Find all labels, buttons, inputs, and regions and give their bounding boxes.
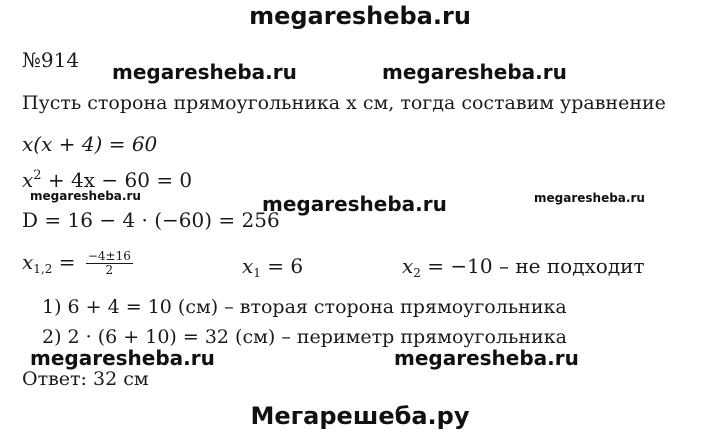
equation-2-var: x: [22, 168, 34, 192]
watermark: megaresheba.ru: [262, 192, 447, 216]
site-footer-watermark: Мегарешеба.ру: [250, 402, 470, 430]
problem-intro: Пусть сторона прямоугольника х см, тогда составим уравнение: [22, 92, 666, 114]
watermark: megaresheba.ru: [112, 60, 297, 84]
watermark: megaresheba.ru: [534, 191, 645, 205]
root-x1-value: = 6: [267, 254, 304, 278]
root-fraction: [86, 250, 133, 277]
watermark: megaresheba.ru: [394, 346, 579, 370]
square-exponent: 2: [33, 168, 42, 183]
problem-number: №914: [22, 48, 80, 72]
equation-1: [22, 132, 157, 156]
root-formula: $x_{1,2}$ = $\frac{-4\pm 16}{2}$: [22, 249, 131, 277]
discriminant: D = 16 − 4 · (−60) = 256: [22, 208, 280, 232]
watermark: megaresheba.ru: [382, 60, 567, 84]
equation-2-rest: + 4x − 60 = 0: [47, 168, 193, 192]
watermark: megaresheba.ru: [30, 189, 141, 203]
fraction-denominator: 2: [105, 263, 114, 277]
root-x2-value: = −10 – не подходит: [427, 254, 645, 278]
fraction-numerator: −4±16: [87, 249, 131, 263]
equation-1-text: x(x + 4) = 60: [22, 132, 158, 156]
watermark: megaresheba.ru: [30, 346, 215, 370]
site-header-watermark: megaresheba.ru: [249, 2, 471, 30]
solution-step-1: 1) 6 + 4 = 10 (см) – вторая сторона прямоугольника: [42, 296, 567, 318]
root-x2: $x_2 = -10$ – не подходит: [402, 254, 645, 280]
root-x1: $x_1 = 6$: [242, 254, 304, 280]
answer: Ответ: 32 см: [22, 368, 149, 390]
solution-step-2: 2) 2 · (6 + 10) = 32 (см) – периметр прямоугольника: [42, 326, 567, 348]
